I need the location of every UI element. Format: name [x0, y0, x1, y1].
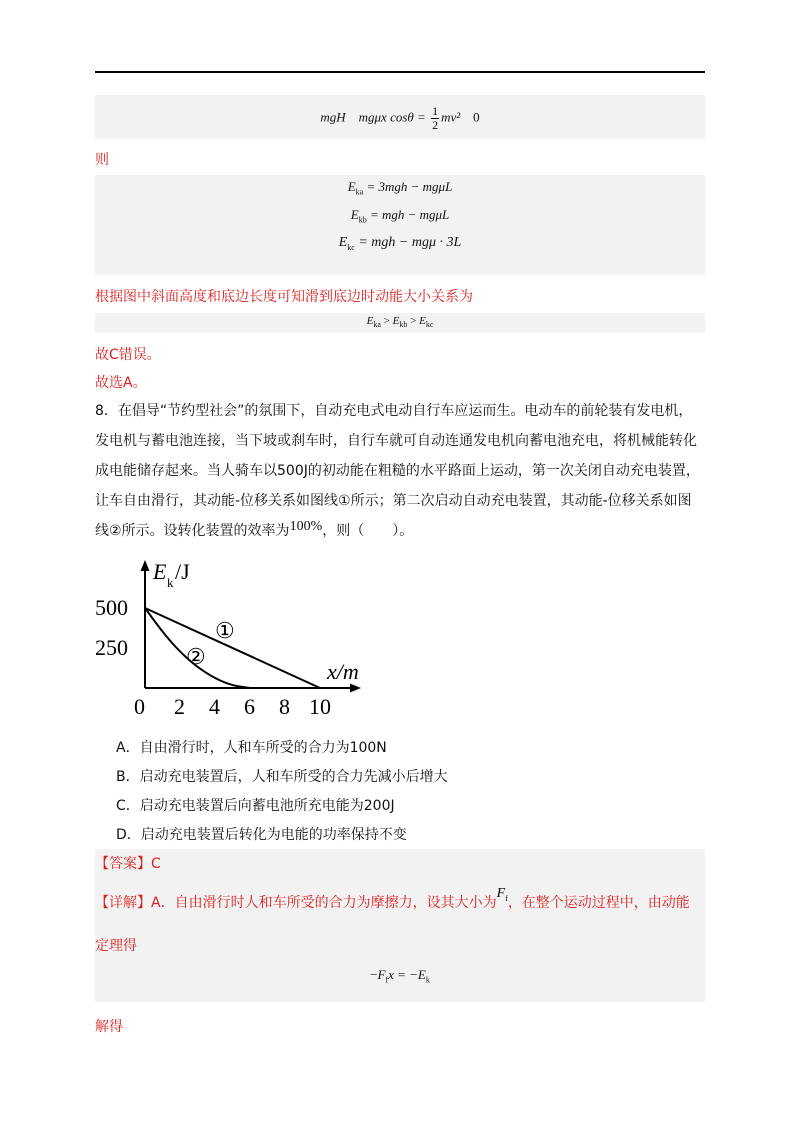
question-line-3: 成电能储存起来。当人骑车以500J的初动能在粗糙的水平路面上运动，第一次关闭自动充电装置，: [95, 463, 700, 479]
detail-line-1: [95, 886, 690, 913]
then-label: 则: [95, 152, 109, 168]
detail-label: 【详解】: [95, 895, 151, 911]
jiede-label: 解得: [95, 1019, 123, 1035]
gt-sign: >: [410, 315, 417, 327]
efficiency-value: 100%: [289, 519, 323, 534]
friction-force-symbol: $F_f$: [496, 886, 508, 903]
question-line-2: 发电机与蓄电池连接，当下坡或刹车时，自行车就可自动连通发电机向蓄电池充电，将机械能转化: [95, 433, 697, 449]
sub-kb: kb: [399, 320, 408, 330]
sub-ka: ka: [355, 187, 364, 197]
y-axis-label-sub: k: [167, 575, 174, 590]
question-8: [95, 396, 707, 547]
sub-ka: ka: [373, 320, 381, 330]
option-d[interactable]: D．启动充电装置后转化为电能的功率保持不变: [116, 827, 407, 843]
question-text-5a: 线②所示。设转化装置的效率为: [95, 523, 290, 539]
answer-value: C: [151, 856, 161, 872]
sub-kb: kb: [358, 215, 367, 225]
eq1-right: mv²: [441, 109, 461, 125]
ek-symbol: E: [350, 207, 359, 222]
detail-text: A．自由滑行时人和车所受的合力为摩擦力，设其大小为: [151, 895, 497, 911]
ek-symbol: E: [338, 235, 348, 250]
ek-symbol: E: [347, 179, 356, 194]
detail-text-2: ，在整个运动过程中，由动能: [507, 895, 690, 911]
conclusion-text: 根据图中斜面高度和底边长度可知滑到底边时动能大小关系为: [95, 289, 473, 305]
equation-block-3: [95, 313, 705, 333]
question-line-4: 让车自由滑行，其动能-位移关系如图线①所示；第二次启动自动充电装置，其动能-位移关系如图: [95, 493, 692, 509]
sub-kc: kc: [347, 242, 355, 252]
eq-kb: [95, 207, 705, 225]
eq1-left: mgH: [320, 109, 346, 125]
x-tick-label: 6: [244, 694, 255, 719]
y-tick-label: 250: [95, 635, 128, 660]
x-tick-label: 4: [209, 694, 220, 719]
choose-a: 故选A。: [95, 375, 147, 391]
x-tick-label: 8: [279, 694, 290, 719]
frac-num: 1: [432, 104, 439, 118]
detail-line-2: 定理得: [95, 938, 137, 954]
y-axis-label: E: [153, 559, 167, 584]
question-text-1: 在倡导“节约型社会”的氛围下，自动充电式电动自行车应运而生。电动车的前轮装有发电机，: [117, 403, 693, 419]
eq-c-rhs: = mgh − mgμ · 3L: [358, 235, 462, 250]
eq-b-rhs: = mgh − mgμL: [369, 207, 450, 222]
y-axis-label-unit: /J: [175, 559, 190, 584]
x-tick-label: 2: [174, 694, 185, 719]
x-tick-label: 10: [309, 694, 331, 719]
ek-symbol: E: [392, 315, 400, 327]
option-a[interactable]: A．自由滑行时，人和车所受的合力为100N: [116, 740, 387, 756]
header-rule: [95, 71, 705, 73]
ek-symbol: E: [419, 315, 426, 327]
frac-den: 2: [432, 118, 439, 132]
work-energy-equation: $-F_fx = -E_k$: [370, 967, 430, 985]
option-b[interactable]: B．启动充电装置后，人和车所受的合力先减小后增大: [116, 769, 448, 785]
y-axis-arrow: [141, 560, 150, 571]
eq-ka: [95, 179, 705, 197]
question-line-1: [95, 396, 707, 426]
question-number: 8．: [95, 403, 118, 419]
equation-block-1: [95, 95, 705, 139]
eq-a-rhs: = 3mgh − mgμL: [366, 179, 453, 194]
eq1-zero: 0: [473, 109, 480, 125]
curve-1-label: ①: [215, 618, 235, 643]
answer-block: [95, 849, 705, 1002]
curve-2-label: ②: [186, 644, 206, 669]
sub-kc: kc: [425, 320, 434, 330]
eq-x: x = −E: [388, 967, 426, 982]
question-text-5b: ，则（ ）。: [322, 523, 414, 539]
ek-inequality: [95, 315, 705, 329]
equation-block-2: [95, 175, 705, 275]
gt-sign: >: [383, 315, 390, 327]
option-c[interactable]: C．启动充电装置后向蓄电池所充电能为200J: [116, 798, 395, 814]
x-axis-label: x/m: [327, 659, 359, 684]
answer-label: 【答案】: [95, 856, 151, 872]
y-tick-label: 500: [95, 595, 128, 620]
x-axis-arrow: [350, 684, 361, 693]
eq1-mid: mgμx cosθ =: [358, 109, 426, 125]
answer-line: [95, 853, 161, 873]
energy-equation: [95, 105, 705, 132]
ek-x-graph: [95, 558, 385, 723]
fraction-half: [431, 105, 439, 132]
c-wrong: 故C错误。: [95, 347, 161, 363]
x-tick-label: 0: [134, 694, 145, 719]
eq-k-sub: k: [425, 975, 430, 985]
question-line-5: [95, 516, 707, 547]
eq-kc: [95, 235, 705, 252]
ek-symbol: E: [366, 315, 374, 327]
